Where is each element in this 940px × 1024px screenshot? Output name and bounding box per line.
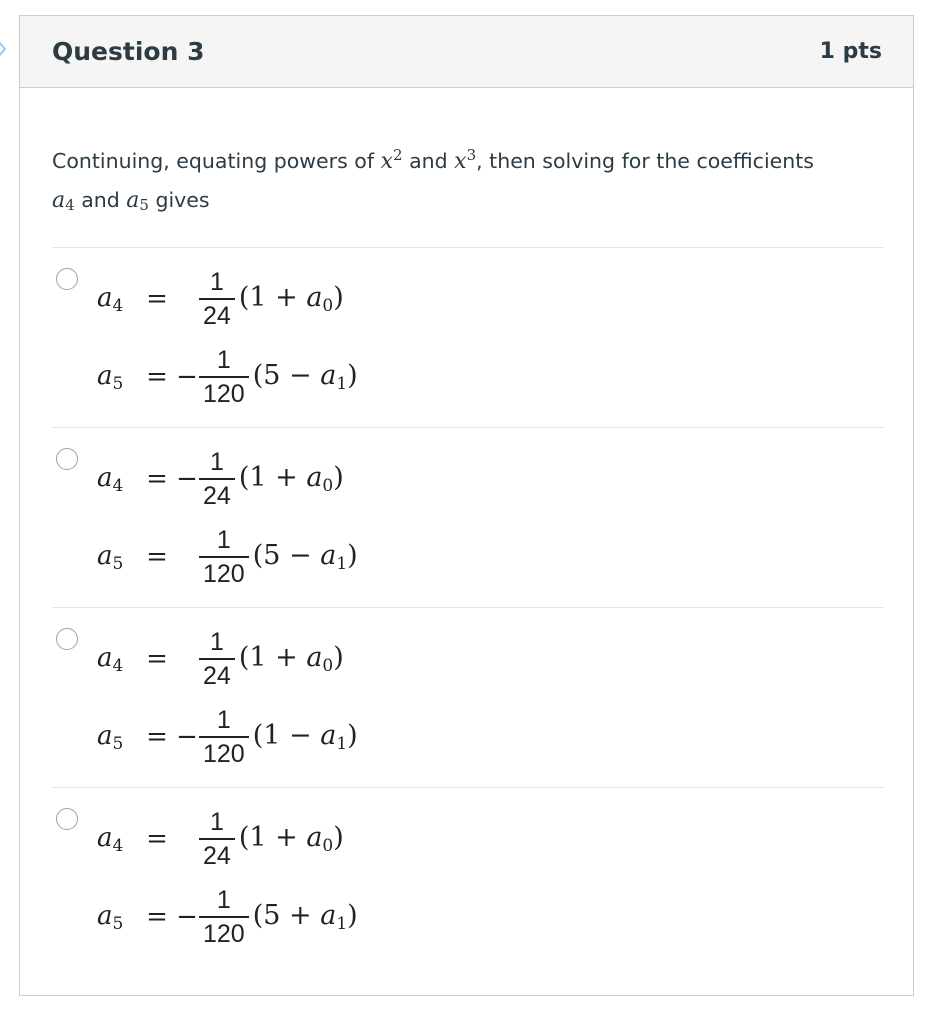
fraction: $\frac{1}{24}$ [199, 626, 235, 692]
fraction: $\frac{1}{120}$ [199, 524, 249, 590]
question-title: Question 3 [52, 37, 205, 66]
question-header [20, 16, 913, 88]
equation-a5: $a_5$ = − $\frac{1}{120}$ $(1 - a_1)$ [97, 706, 358, 768]
answer-option[interactable] [52, 787, 884, 967]
answer-radio[interactable] [56, 808, 78, 830]
fraction: $\frac{1}{24}$ [199, 806, 235, 872]
equation-a4: $a_4$ = $\frac{1}{24}$ $(1 + a_0)$ [97, 628, 344, 690]
answer-radio[interactable] [56, 268, 78, 290]
equation-a4: $a_4$ = $\frac{1}{24}$ $(1 + a_0)$ [97, 808, 344, 870]
question-card [19, 15, 914, 996]
fraction: $\frac{1}{120}$ [199, 704, 249, 770]
answer-option[interactable] [52, 427, 884, 607]
question-prompt: Continuing, equating powers of $x^2$ and $x^3$, then solving for the coefficients $a_4$ and $a_5$ gives [52, 146, 814, 214]
equation-a4: $a_4$ = $\frac{1}{24}$ $(1 + a_0)$ [97, 268, 344, 330]
answer-radio[interactable] [56, 628, 78, 650]
equation-a5: $a_5$ = $\frac{1}{120}$ $(5 - a_1)$ [97, 526, 358, 588]
equation-a5: $a_5$ = − $\frac{1}{120}$ $(5 + a_1)$ [97, 886, 358, 948]
answer-option[interactable] [52, 607, 884, 787]
answer-radio[interactable] [56, 448, 78, 470]
answer-option[interactable] [52, 247, 884, 427]
answer-list [52, 247, 884, 967]
fraction: $\frac{1}{24}$ [199, 266, 235, 332]
fraction: $\frac{1}{24}$ [199, 446, 235, 512]
fraction: $\frac{1}{120}$ [199, 344, 249, 410]
chevron-right-icon[interactable] [0, 37, 8, 61]
question-points: 1 pts [819, 39, 882, 64]
equation-a5: $a_5$ = − $\frac{1}{120}$ $(5 - a_1)$ [97, 346, 358, 408]
equation-a4: $a_4$ = − $\frac{1}{24}$ $(1 + a_0)$ [97, 448, 344, 510]
fraction: $\frac{1}{120}$ [199, 884, 249, 950]
